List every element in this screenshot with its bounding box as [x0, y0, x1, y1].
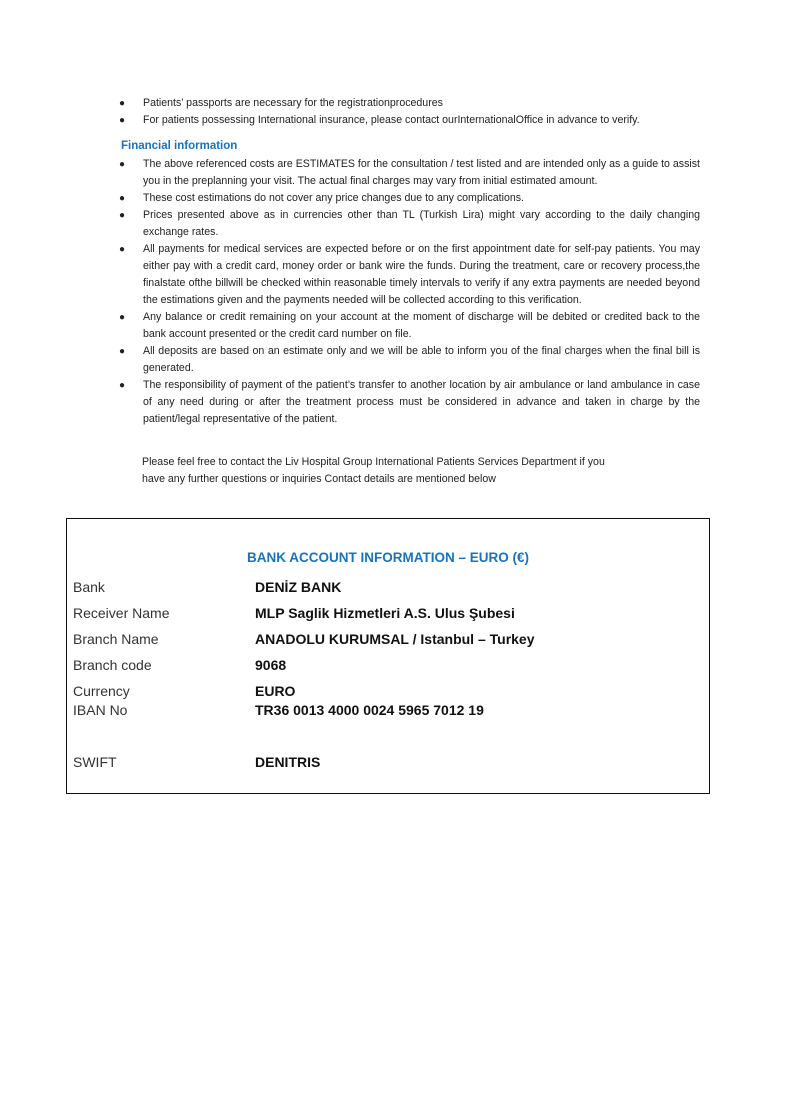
list-item-text: Patients’ passports are necessary for the registrationprocedures	[143, 97, 443, 109]
list-item	[118, 112, 700, 129]
closing-line: have any further questions or inquiries Contact details are mentioned below	[142, 472, 496, 485]
field-value: ANADOLU KURUMSAL / Istanbul – Turkey	[255, 631, 535, 647]
financial-information-heading: Financial information	[121, 140, 238, 152]
list-item-text: These cost estimations do not cover any price changes due to any complications.	[143, 192, 524, 204]
bullet-icon: ●	[119, 346, 126, 357]
bank-account-box	[66, 518, 710, 794]
field-label: Bank	[73, 579, 105, 595]
field-value: DENITRIS	[255, 754, 321, 770]
list-item-text: For patients possessing International insurance, please contact ourInternationalOffice in advance to verify.	[143, 114, 640, 126]
bullet-icon: ●	[119, 193, 126, 204]
list-item	[118, 343, 700, 377]
bank-account-title: BANK ACCOUNT INFORMATION – EURO (€)	[247, 550, 529, 565]
field-label: Branch Name	[73, 631, 159, 647]
list-item-text: The responsibility of payment of the patient’s transfer to another location by air ambulance or land ambulance in case of any need during or after the treatment process must be considered in advance and taken in charge by the patient/legal representative of the patient.	[143, 379, 700, 425]
list-item-text: All payments for medical services are expected before or on the first appointment date for self-pay patients. You may either pay with a credit card, money order or bank wire the funds. During the treatment, care or recovery process,the finalstate ofthe billwill be checked within reasonable timely intervals to verify if any extra payments are needed beyond the estimations given and the payments needed will be collected according to this verification.	[143, 243, 700, 306]
field-label: Currency	[73, 683, 130, 699]
bullet-icon: ●	[119, 380, 126, 391]
field-label: Receiver Name	[73, 605, 170, 621]
field-value: EURO	[255, 683, 296, 699]
list-item	[118, 241, 700, 309]
closing-paragraph	[142, 454, 702, 487]
field-label: IBAN No	[73, 702, 128, 718]
bullet-icon: ●	[119, 115, 126, 126]
list-item	[118, 309, 700, 343]
bullet-icon: ●	[119, 98, 126, 109]
requirements-list	[118, 95, 700, 129]
field-value: 9068	[255, 657, 287, 673]
list-item	[118, 207, 700, 241]
field-value: MLP Saglik Hizmetleri A.S. Ulus Şubesi	[255, 605, 515, 621]
list-item-text: The above referenced costs are ESTIMATES for the consultation / test listed and are intended only as a guide to assist you in the preplanning your visit. The actual final charges may vary from initial estimated amount.	[143, 158, 700, 187]
bullet-icon: ●	[119, 244, 126, 255]
list-item-text: All deposits are based on an estimate only and we will be able to inform you of the final charges when the final bill is generated.	[143, 345, 700, 374]
list-item	[118, 156, 700, 190]
list-item-text: Prices presented above as in currencies other than TL (Turkish Lira) might vary according to the daily changing exchange rates.	[143, 209, 700, 238]
bullet-icon: ●	[119, 210, 126, 221]
closing-line: Please feel free to contact the Liv Hospital Group International Patients Services Department if you	[142, 456, 605, 468]
field-label: Branch code	[73, 657, 152, 673]
bullet-icon: ●	[119, 312, 126, 323]
list-item	[118, 377, 700, 428]
list-item-text: Any balance or credit remaining on your account at the moment of discharge will be debited or credited back to the bank account presented or the credit card number on file.	[143, 311, 700, 340]
list-item	[118, 190, 700, 207]
financial-information-list	[118, 156, 700, 428]
field-value: TR36 0013 4000 0024 5965 7012 19	[255, 702, 484, 718]
bullet-icon: ●	[119, 159, 126, 170]
list-item	[118, 95, 700, 112]
field-value: DENİZ BANK	[255, 579, 342, 595]
field-label: SWIFT	[73, 754, 117, 770]
